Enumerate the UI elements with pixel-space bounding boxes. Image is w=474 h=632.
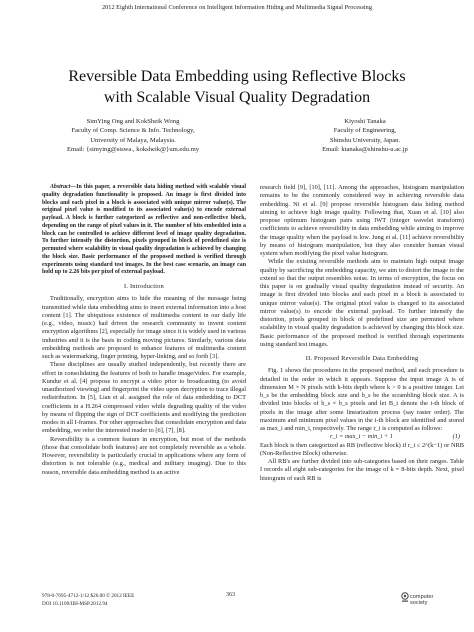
author-names: Kiyoshi Tanaka — [344, 118, 386, 125]
title-line-2: with Scalable Visual Quality Degradation — [103, 89, 371, 106]
author-university: University of Malaya, Malaysia. — [90, 136, 176, 144]
logo-mark-icon — [400, 592, 410, 604]
intro-paragraph-5: While the existing reversible methods aim to maintain high output image quality by sacrificing the embedding capacity, we aim to distort the image to the extend so that the output resembles noise. In terms of encryption, the focus on this paper is on gradually visual quality degradation instead of security. An image is first divided into blocks and each pixel in a block is associated to unique mirror value(s). The original pixel value is changed to its associated mirror value(s) to encode the external payload. To further intensify the distortion, pixels grouped in block of predefined size are permuted where scalability in visual quality degradation is achieved by changing this block size. Basic performance of the proposed method is verified through experiments using standard test images. — [260, 258, 464, 348]
page-number: 363 — [226, 592, 235, 598]
paper-title — [10, 66, 464, 108]
author-university: Shinshu University, Japan. — [329, 136, 401, 144]
abstract: Abstract—In this paper, a reversible data hiding method with scalable visual quality degradation functionality is proposed. An image is first divided into blocks and each pixel in a block is associated with unique mirror value(s). The original pixel value is modified to its associated value(s) to encode external payload. A block is further categorized as reflective and non-reflective block, depending on the range of pixel values in it. The number of bits embedded into a block can be controlled to achieve different level of image quality degradation. To further intensify the distortion, pixels grouped in block of predefined size is permuted where scalability in visual quality degradation is achieved by changing the block size. Basic performance of the proposed method is verified through experiments using standard test images. In the best case scenario, an image can hold up to 2.26 bits per pixel of external payload. — [42, 184, 246, 276]
author-faculty: Faculty of Comp. Science & Info. Technology, — [71, 127, 195, 135]
right-column — [260, 184, 464, 483]
equation-number: (1) — [452, 433, 460, 441]
title-line-1: Reversible Data Embedding using Reflective Blocks — [68, 68, 406, 85]
authors-left — [26, 117, 240, 154]
logo-line-2: society — [410, 600, 428, 606]
equation-body: r_i = max_i − min_i + 1 — [330, 433, 393, 441]
post-equation-text: Each block is then categorized as RB (reflective block) if r_i ≤ 2^(k−1) or NRB (Non-Reflective Block) otherwise. — [260, 441, 464, 457]
equation-1 — [260, 433, 464, 441]
intro-paragraph-2: These disciplines are usually studied independently, but recently there are effort in consolidating the features of both to handle image/video. For example, Kundur et al. [4] propose to encrypt a video prior to broadcasting (to avoid unauthorized viewing) and fingerprint the video upon decryption to trace illegal redistribution. In [5], Lian et al. assigned the role of data embedding to DCT coefficients in a H.264 compressed video while degrading quality of the video by means of flipping the sign of DCT coefficients and modifying the prediction modes in all I-frames. For other approaches that consolidate encryption and data embedding, we refer the interested reader to [6], [7], [8]. — [42, 361, 246, 435]
author-faculty: Faculty of Engineering, — [333, 127, 397, 135]
computer-society-logo — [400, 592, 440, 614]
isbn-line: 978-0-7695-4712-1/12 $26.00 © 2012 IEEE — [42, 593, 135, 599]
conference-header: 2012 Eighth International Conference on Intelligent Information Hiding and Multimedia Signal Processing — [102, 4, 372, 11]
intro-paragraph-4: research field [9], [10], [11]. Among the approaches, histogram manipulation remains to be the commonly considered way in achieving reversible data embedding. Ni et al. [9] propose reversible histogram data hiding method aiming to achieve high image quality. Following that, Xuan et al. [10] also propose optimum histogram pairs using IWT (integer wavelet transform) coefficients to achieve reversibility in data embedding while aiming to improve the image quality when the payload is low. Jung et al. [11] achieve reversibility by means of histogram manipulation, but they also consider human visual system when modifying the pixel value histogram. — [260, 184, 464, 257]
logo-text — [410, 594, 433, 606]
section-heading-introduction: I. Introduction — [124, 283, 164, 290]
section-heading-proposed: II. Proposed Reversible Data Embedding — [305, 355, 419, 362]
author-names: SimYing Ong and KokSheik Wong — [86, 118, 180, 125]
proposed-paragraph-1: Fig. 1 shows the procedures in the proposed method, and each procedure is detailed in the order in which it appears. Suppose the input image A is of dimension M × N pixels with k-bits depth where k > 0 is a positive integer. Let b_s be the embedding block size and b_s be the scrambling block size. A is divided into blocks of b_s × b_s pixels and let B_i denote the i-th block of pixels in the image after some linearization process (say raster order). The maximum and minimum pixel values in the i-th block are identified and stored as max_i and min_i, respectively. The range r_i is computed as follows: — [260, 367, 464, 432]
intro-paragraph-1: Traditionally, encryption aims to hide the meaning of the message being transmitted while data embedding aims to insert external information into a host content [1]. The ubiquitous existence of multimedia content in our daily life (e.g., video, music) had driven the research community to invent content encryption algorithms [2], especially for image since it is widely used in various industries and it is the basis in coding moving pictures. Similarly, various data embedding methods are proposed to enhance features of multimedia content such as watermarking, finger printing, hyper-linking, and so forth [3]. — [42, 295, 246, 360]
abstract-label: Abstract — [50, 184, 71, 190]
author-email: Email: ktanaka@shinshu-u.ac.jp — [322, 145, 408, 153]
author-email: Email: {simying@siswa., koksheik@}um.edu.my — [66, 145, 200, 153]
authors-right — [270, 117, 460, 154]
left-column — [42, 184, 246, 477]
abstract-text: In this paper, a reversible data hiding method with scalable visual quality degradation functionality is proposed. An image is first divided into blocks and each pixel in a block is associated with unique mirror value(s). The original pixel value is modified to its associated value(s) to encode external payload. A block is further categorized as reflective and non-reflective block, depending on the range of pixel values in it. The number of bits embedded into a block can be controlled to achieve different level of image quality degradation. To further intensify the distortion, pixels grouped in block of predefined size is permuted where scalability in visual quality degradation is achieved by changing the block size. Basic performance of the proposed method is verified through experiments using standard test images. In the best case scenario, an image can hold up to 2.26 bits per pixel of external payload. — [42, 184, 246, 276]
doi-line: DOI 10.1109/IIH-MSP.2012.94 — [42, 601, 108, 607]
footer-identifiers — [42, 592, 134, 608]
intro-paragraph-3: Reversibility is a common feature in encryption, but most of the methods (those that consolidate both features) are not completely reversible as a whole. However, reversibility is particularly crucial in applications where any form of distortion is not tolerable (e.g., medical and military imaging). Due to this reason, reversible data embedding method is an active — [42, 435, 246, 476]
proposed-paragraph-2: All RB's are further divided into sub-categories based on their ranges. Table I records all eight sub-categories for the image of k = 8-bits depth. Next, pixel histogram of each RB is — [260, 458, 464, 482]
logo-line-1: computer — [410, 594, 434, 600]
